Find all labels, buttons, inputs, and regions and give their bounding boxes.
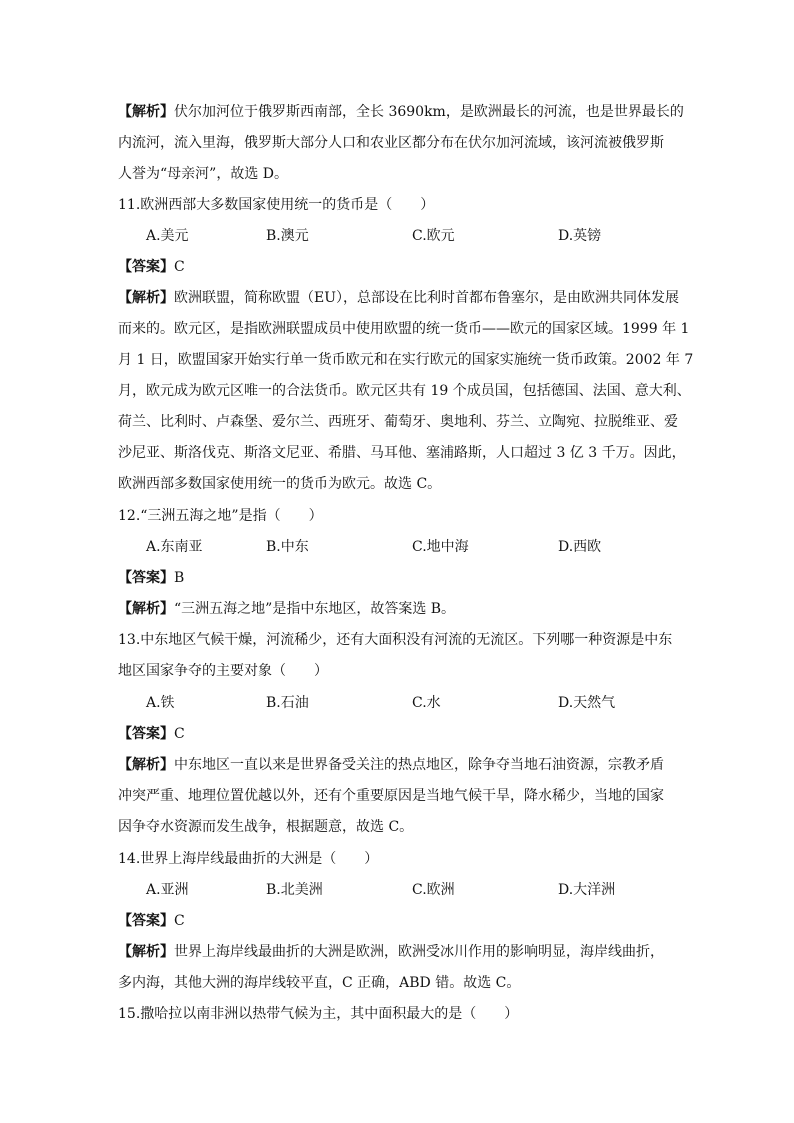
explanation-text: 世界上海岸线最曲折的大洲是欧洲，欧洲受冰川作用的影响明显，海岸线曲折， [174,944,664,960]
q11-answer [118,252,690,283]
explanation-text: 荷兰、比利时、卢森堡、爱尔兰、西班牙、葡萄牙、奥地利、芬兰、立陶宛、拉脱维亚、爱 [118,414,678,430]
option-b: B.中东 [266,539,309,555]
q13-explanation [118,750,690,843]
answer-value: C [174,259,185,275]
explanation-text: 冲突严重、地理位置优越以外，还有个重要原因是当地气候干旱，降水稀少，当地的国家 [118,788,664,804]
option-c: C.欧洲 [412,882,455,898]
explanation-text: 人誉为“母亲河”，故选 D。 [118,166,288,182]
option-d: D.西欧 [558,539,602,555]
answer-tag: 【答案】 [118,259,174,275]
explanation-text: 多内海，其他大洲的海岸线较平直，C 正确，ABD 错。故选 C。 [118,975,521,991]
explanation-tag: 【解析】 [118,601,174,617]
explanation-text: 而来的。欧元区，是指欧洲联盟成员中使用欧盟的统一货币——欧元的国家区域。1999 年 1 [118,321,690,337]
option-d: D.大洋洲 [558,882,616,898]
option-b: B.石油 [266,695,309,711]
q12-explanation [118,594,690,625]
answer-tag: 【答案】 [118,570,174,586]
q14-answer [118,906,690,937]
q13-question [118,625,690,687]
explanation-text: 因争夺水资源而发生战争，根据题意，故选 C。 [118,819,414,835]
q13-answer [118,719,690,750]
explanation-tag: 【解析】 [118,290,174,306]
answer-tag: 【答案】 [118,913,174,929]
question-text: 15.撒哈拉以南非洲以热带气候为主，其中面积最大的是（ ） [118,1006,519,1022]
option-c: C.欧元 [412,228,455,244]
q14-options [146,875,706,906]
q11-question [118,190,690,221]
question-text: 12.“三洲五海之地”是指（ ） [118,508,323,524]
answer-value: C [174,726,185,742]
q11-explanation [118,283,694,500]
answer-value: C [174,913,185,929]
explanation-text: 内流河，流入里海，俄罗斯大部分人口和农业区都分布在伏尔加河流域，该河流被俄罗斯 [118,135,664,151]
option-d: D.英镑 [558,228,602,244]
q11-options [146,221,706,252]
option-a: A.铁 [146,695,175,711]
explanation-tag: 【解析】 [118,104,174,120]
q12-question [118,501,690,532]
q14-question [118,844,690,875]
explanation-text: 欧洲西部多数国家使用统一的货币为欧元。故选 C。 [118,476,442,492]
explanation-text: 月 1 日，欧盟国家开始实行单一货币欧元和在实行欧元的国家实施统一货币政策。2002 年 7 [118,352,694,368]
q14-explanation [118,937,690,999]
explanation-text: “三洲五海之地”是指中东地区，故答案选 B。 [174,601,456,617]
q15-question [118,999,690,1030]
explanation-text: 伏尔加河位于俄罗斯西南部，全长 3690km，是欧洲最长的河流，也是世界最长的 [174,104,684,120]
answer-value: B [174,570,185,586]
answer-tag: 【答案】 [118,726,174,742]
explanation-text: 沙尼亚、斯洛伐克、斯洛文尼亚、希腊、马耳他、塞浦路斯，人口超过 3 亿 3 千万。因此， [118,445,686,461]
option-c: C.地中海 [412,539,469,555]
option-a: A.美元 [146,228,189,244]
q13-options [146,688,706,719]
explanation-text: 中东地区一直以来是世界备受关注的热点地区，除争夺当地石油资源，宗教矛盾 [174,757,664,773]
explanation-text: 欧洲联盟，简称欧盟（EU），总部设在比利时首都布鲁塞尔，是由欧洲共同体发展 [174,290,680,306]
option-b: B.北美洲 [266,882,323,898]
option-a: A.亚洲 [146,882,189,898]
option-c: C.水 [412,695,441,711]
explanation-text: 月，欧元成为欧元区唯一的合法货币。欧元区共有 19 个成员国，包括德国、法国、意大利、 [118,383,691,399]
question-text: 14.世界上海岸线最曲折的大洲是（ ） [118,851,379,867]
option-a: A.东南亚 [146,539,203,555]
option-b: B.澳元 [266,228,309,244]
question-text: 地区国家争夺的主要对象（ ） [118,663,328,679]
q10-explanation [118,97,690,190]
question-text: 13.中东地区气候干燥，河流稀少，还有大面积没有河流的无流区。下列哪一种资源是中东 [118,632,673,648]
explanation-tag: 【解析】 [118,757,174,773]
option-d: D.天然气 [558,695,616,711]
q12-answer [118,563,690,594]
question-text: 11.欧洲西部大多数国家使用统一的货币是（ ） [118,197,435,213]
explanation-tag: 【解析】 [118,944,174,960]
q12-options [146,532,706,563]
